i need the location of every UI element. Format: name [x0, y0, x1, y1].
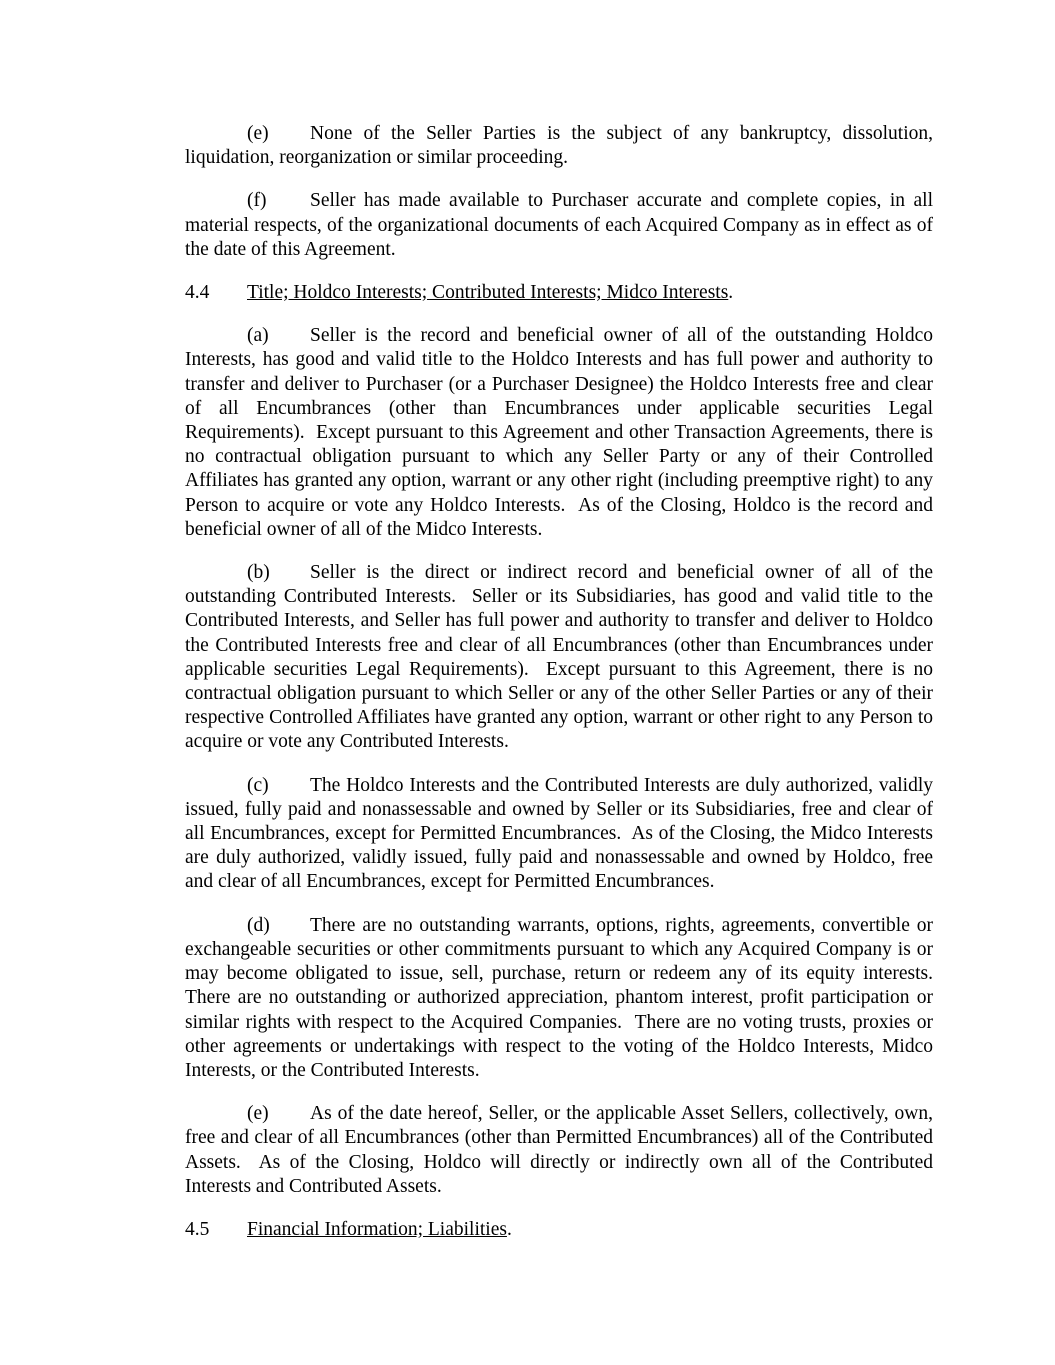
section-title-suffix: . [728, 282, 734, 304]
paragraph-b [185, 561, 938, 755]
section-number: 4.5 [185, 1218, 210, 1240]
paragraph-label: (a) [247, 325, 269, 347]
paragraph-text: There are no outstanding warrants, options, rights, agreements, convertible or exchangeable securities or other commitments pursuant to which any Acquired Company is or may become obligated to issue, sell, purchase, return or redeem any of its equity interests. There are no outstanding or authorized appreciation, phantom interest, profit participation or similar rights with respect to the Acquired Companies. There are no voting trusts, proxies or other agreements or undertakings with respect to the voting of the Holdco Interests, Midco Interests, or the Contributed Interests. [185, 914, 943, 1081]
section-number: 4.4 [185, 282, 210, 304]
paragraph-text: None of the Seller Parties is the subject of any bankruptcy, dissolution, liquidation, reorganization or similar proceeding. [185, 123, 938, 169]
paragraph-f [185, 189, 938, 262]
paragraph-c [185, 774, 938, 895]
paragraph-e [185, 122, 938, 170]
paragraph-d [185, 914, 943, 1083]
document-body [185, 122, 943, 1261]
paragraph-label: (c) [247, 774, 269, 796]
paragraph-text: The Holdco Interests and the Contributed Interests are duly authorized, validly issued, fully paid and nonassessable and owned by Seller or its Subsidiaries, free and clear of all Encumbrances, except for Permitted Encumbrances. As of the Closing, the Midco Interests are duly authorized, validly issued, fully paid and nonassessable and owned by Holdco, free and clear of all Encumbrances, except for Permitted Encumbrances. [185, 774, 938, 893]
section-title: Title; Holdco Interests; Contributed Interests; Midco Interests [247, 282, 729, 304]
paragraph-text: Seller has made available to Purchaser accurate and complete copies, in all material respects, of the organizational documents of each Acquired Company as in effect as of the date of this Agreement. [185, 190, 938, 260]
paragraph-text: As of the date hereof, Seller, or the applicable Asset Sellers, collectively, own, free and clear of all Encumbrances (other than Permitted Encumbrances) all of the Contributed Assets. As of the Closing, Holdco will directly or indirectly own all of the Contributed Interests and Contributed Assets. [185, 1103, 938, 1197]
paragraph-label: (d) [247, 914, 270, 936]
section-heading-4-5 [185, 1218, 933, 1242]
paragraph-label: (b) [247, 562, 270, 584]
section-heading-4-4 [185, 281, 933, 305]
paragraph-a [185, 324, 938, 542]
paragraph-label: (e) [247, 123, 269, 144]
section-title-suffix: . [506, 1218, 512, 1240]
paragraph-text: Seller is the record and beneficial owner of all of the outstanding Holdco Interests, has good and valid title to the Holdco Interests and has full power and authority to transfer and deliver to Purchaser (or a Purchaser Designee) the Holdco Interests free and clear of all Encumbrances (other than Encumbrances under applicable securities Legal Requirements). Except pursuant to this Agreement and other Transaction Agreements, there is no contractual obligation pursuant to which any Seller Party or any of their Controlled Affiliates has granted any option, warrant or any other right (including preemptive right) to any Person to acquire or vote any Holdco Interests. As of the Closing, Holdco is the record and beneficial owner of all of the Midco Interests. [185, 325, 938, 540]
paragraph-e2 [185, 1102, 938, 1199]
section-title: Financial Information; Liabilities [247, 1218, 507, 1240]
paragraph-text: Seller is the direct or indirect record and beneficial owner of all of the outstanding Contributed Interests. Seller or its Subsidiaries, has good and valid title to the Contributed Interests, and Seller has full power and authority to transfer and deliver to Holdco the Contributed Interests free and clear of all Encumbrances (other than Encumbrances under applicable securities Legal Requirements). Except pursuant to this Agreement, there is no contractual obligation pursuant to which Seller or any of the other Seller Parties or any of their respective Controlled Affiliates have granted any option, warrant or other right to any Person to acquire or vote any Contributed Interests. [185, 562, 938, 753]
paragraph-label: (f) [247, 190, 267, 212]
paragraph-label: (e) [247, 1103, 269, 1125]
